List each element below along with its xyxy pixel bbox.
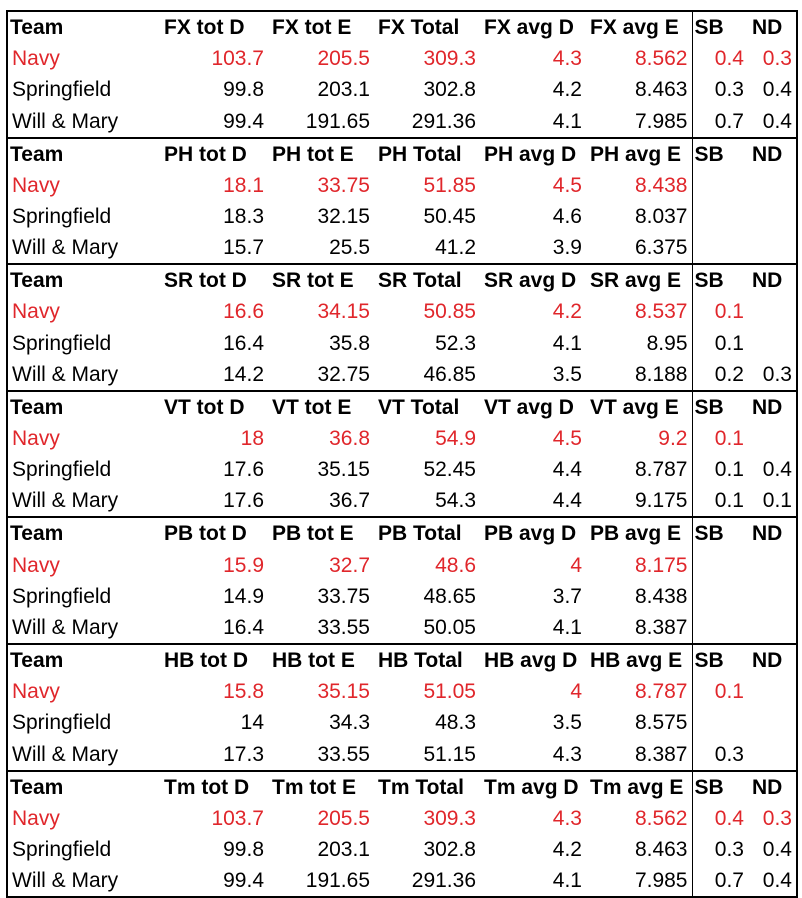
column-header-tot-e: Tm tot E [268, 771, 374, 803]
column-header-avg-d: PB avg D [480, 517, 586, 549]
value-cell-avg-d: 3.5 [552, 711, 582, 735]
value-cell-nd [748, 232, 797, 264]
value-cell-tot-d: 15.9 [223, 553, 264, 577]
value-cell-sb [692, 201, 748, 232]
table-row [7, 834, 797, 865]
column-header-nd: ND [748, 644, 797, 676]
value-cell-tot-e: 36.7 [268, 485, 374, 517]
value-cell-nd: 0.4 [762, 458, 792, 482]
value-cell-total: 51.85 [423, 173, 476, 197]
column-header-nd: ND [752, 16, 783, 39]
value-cell-nd [748, 739, 797, 771]
column-header-team: Team [7, 138, 160, 170]
value-cell-avg-d: 4.2 [552, 78, 582, 102]
value-cell-tot-d: 15.7 [160, 232, 268, 264]
column-header-sb: SB [692, 517, 748, 549]
column-header-nd: ND [748, 517, 797, 549]
value-cell-tot-e: 25.5 [268, 232, 374, 264]
value-cell-avg-e: 7.985 [586, 865, 692, 897]
column-header-nd: ND [748, 138, 797, 170]
value-cell-tot-e: 34.15 [317, 300, 370, 324]
value-cell-tot-d: 17.6 [223, 458, 264, 482]
value-cell-sb [692, 707, 748, 738]
table-row [7, 359, 797, 391]
value-cell-avg-d: 4.1 [480, 865, 586, 897]
value-cell-total: 54.9 [435, 426, 476, 450]
value-cell-nd: 0.4 [748, 865, 797, 897]
section-header-row [7, 644, 797, 676]
value-cell-nd [748, 201, 797, 232]
value-cell-tot-e: 35.15 [317, 458, 370, 482]
section-header-row [7, 771, 797, 803]
column-header-tot-d: PH tot D [160, 138, 268, 170]
column-header-sb: SB [692, 644, 748, 676]
value-cell-avg-e: 9.2 [586, 423, 692, 454]
table-row [7, 485, 797, 517]
value-cell-avg-d: 4.1 [480, 612, 586, 644]
column-header-avg-d: Tm avg D [480, 771, 586, 803]
team-name-cell: Will & Mary [7, 485, 160, 517]
value-cell-tot-d: 18 [240, 426, 264, 450]
column-header-avg-e: Tm avg E [586, 771, 692, 803]
value-cell-sb: 0.4 [714, 47, 744, 71]
value-cell-avg-e: 9.175 [586, 485, 692, 517]
column-header-avg-e: FX avg E [586, 11, 692, 43]
column-header-avg-d: FX avg D [484, 16, 574, 39]
table-row [7, 612, 797, 644]
table-row [7, 739, 797, 771]
column-header-tot-e: VT tot E [268, 391, 374, 423]
team-name-cell: Springfield [12, 838, 112, 861]
team-name-cell: Will & Mary [7, 232, 160, 264]
value-cell-tot-d: 99.4 [160, 865, 268, 897]
value-cell-tot-d: 14.9 [223, 584, 264, 608]
value-cell-tot-e: 33.55 [268, 739, 374, 771]
column-header-tot-d: SR tot D [160, 264, 268, 296]
table-row [7, 707, 797, 738]
value-cell-avg-d: 4.2 [552, 838, 582, 861]
value-cell-nd: 0.3 [762, 806, 792, 830]
value-cell-sb: 0.1 [714, 426, 744, 450]
value-cell-total: 302.8 [423, 838, 476, 861]
table-row [7, 803, 797, 834]
value-cell-tot-d: 14 [240, 711, 264, 735]
value-cell-tot-e: 205.5 [317, 47, 370, 71]
section-header-row [7, 517, 797, 549]
team-name-cell: Springfield [12, 458, 112, 482]
table-row [7, 296, 797, 327]
value-cell-avg-e: 8.438 [586, 581, 692, 612]
team-name-cell: Springfield [12, 711, 112, 735]
value-cell-nd [748, 707, 797, 738]
column-header-avg-e: PH avg E [586, 138, 692, 170]
team-name-cell: Navy [12, 680, 60, 704]
value-cell-avg-d: 4.1 [552, 331, 582, 355]
value-cell-sb: 0.3 [692, 739, 748, 771]
value-cell-nd [748, 676, 797, 707]
table-row [7, 43, 797, 74]
team-name-cell: Navy [12, 47, 60, 71]
value-cell-sb: 0.1 [714, 458, 744, 482]
score-table [6, 10, 798, 898]
column-header-team: Team [7, 644, 160, 676]
table-row [7, 865, 797, 897]
value-cell-total: 309.3 [423, 47, 476, 71]
value-cell-sb [692, 170, 748, 201]
value-cell-tot-d: 17.6 [160, 485, 268, 517]
column-header-sb: SB [692, 391, 748, 423]
value-cell-tot-d: 18.3 [223, 205, 264, 229]
value-cell-tot-d: 103.7 [211, 806, 264, 830]
value-cell-tot-e: 32.75 [268, 359, 374, 391]
value-cell-avg-d: 4.3 [552, 47, 582, 71]
value-cell-nd [748, 170, 797, 201]
value-cell-tot-e: 33.55 [268, 612, 374, 644]
team-name-cell: Springfield [12, 584, 112, 608]
value-cell-total: 302.8 [423, 78, 476, 102]
column-header-tot-d: HB tot D [160, 644, 268, 676]
column-header-sb: SB [692, 138, 748, 170]
value-cell-tot-d: 14.2 [160, 359, 268, 391]
value-cell-total: 52.3 [435, 331, 476, 355]
column-header-nd: ND [748, 391, 797, 423]
value-cell-tot-e: 32.7 [329, 553, 370, 577]
column-header-sb: SB [694, 16, 724, 39]
value-cell-tot-d: 17.3 [160, 739, 268, 771]
value-cell-tot-e: 203.1 [317, 78, 370, 102]
column-header-sb: SB [692, 264, 748, 296]
value-cell-sb: 0.7 [692, 865, 748, 897]
value-cell-avg-e: 8.387 [586, 612, 692, 644]
value-cell-total: 309.3 [423, 806, 476, 830]
value-cell-nd: 0.1 [748, 485, 797, 517]
column-header-total: SR Total [374, 264, 480, 296]
column-header-tot-d: VT tot D [160, 391, 268, 423]
value-cell-avg-d: 4.5 [552, 173, 582, 197]
value-cell-avg-e: 8.438 [586, 170, 692, 201]
value-cell-tot-e: 36.8 [329, 426, 370, 450]
value-cell-sb: 0.3 [714, 838, 744, 861]
value-cell-sb [692, 549, 748, 580]
column-header-total: Tm Total [374, 771, 480, 803]
section-header-row [7, 391, 797, 423]
value-cell-total: 51.05 [423, 680, 476, 704]
column-header-avg-e: SR avg E [586, 264, 692, 296]
value-cell-tot-d: 15.8 [223, 680, 264, 704]
column-header-tot-e: FX tot E [272, 16, 352, 39]
value-cell-tot-e: 203.1 [317, 838, 370, 861]
value-cell-tot-e: 34.3 [329, 711, 370, 735]
value-cell-avg-e: 8.562 [586, 43, 692, 74]
section-header-row [7, 264, 797, 296]
value-cell-nd: 0.3 [748, 359, 797, 391]
table-row [7, 232, 797, 264]
value-cell-total: 50.05 [374, 612, 480, 644]
column-header-avg-d: SR avg D [480, 264, 586, 296]
value-cell-total: 50.85 [423, 300, 476, 324]
value-cell-nd: 0.4 [762, 838, 792, 861]
value-cell-avg-e: 8.575 [586, 707, 692, 738]
value-cell-avg-e: 8.037 [586, 201, 692, 232]
column-header-team: Team [7, 517, 160, 549]
value-cell-tot-d: 99.4 [160, 106, 268, 138]
column-header-total: VT Total [374, 391, 480, 423]
value-cell-avg-e: 7.985 [586, 106, 692, 138]
value-cell-total: 291.36 [374, 106, 480, 138]
column-header-tot-e: PH tot E [268, 138, 374, 170]
value-cell-tot-e: 33.75 [317, 584, 370, 608]
value-cell-total: 48.6 [435, 553, 476, 577]
value-cell-avg-e: 8.387 [586, 739, 692, 771]
column-header-avg-e: VT avg E [586, 391, 692, 423]
team-name-cell: Navy [12, 553, 60, 577]
value-cell-tot-d: 103.7 [211, 47, 264, 71]
value-cell-sb: 0.1 [692, 485, 748, 517]
table-row [7, 454, 797, 485]
value-cell-sb: 0.1 [714, 680, 744, 704]
team-name-cell: Springfield [12, 331, 112, 355]
value-cell-avg-e: 8.188 [586, 359, 692, 391]
table-row [7, 201, 797, 232]
value-cell-tot-d: 16.4 [160, 612, 268, 644]
column-header-avg-e: HB avg E [586, 644, 692, 676]
column-header-total: PB Total [374, 517, 480, 549]
value-cell-avg-e: 8.537 [586, 296, 692, 327]
value-cell-sb: 0.3 [714, 78, 744, 102]
value-cell-avg-d: 4.1 [480, 106, 586, 138]
table-row [7, 106, 797, 138]
column-header-nd: ND [748, 771, 797, 803]
value-cell-total: 48.65 [423, 584, 476, 608]
column-header-total: PH Total [374, 138, 480, 170]
value-cell-total: 51.15 [374, 739, 480, 771]
table-row [7, 581, 797, 612]
team-name-cell: Will & Mary [7, 739, 160, 771]
value-cell-total: 41.2 [374, 232, 480, 264]
value-cell-sb [692, 612, 748, 644]
table-row [7, 170, 797, 201]
column-header-tot-e: PB tot E [268, 517, 374, 549]
value-cell-tot-e: 32.15 [317, 205, 370, 229]
value-cell-total: 46.85 [374, 359, 480, 391]
value-cell-avg-e: 8.787 [586, 454, 692, 485]
value-cell-nd: 0.4 [762, 78, 792, 102]
value-cell-avg-e: 8.95 [586, 327, 692, 358]
column-header-tot-e: SR tot E [268, 264, 374, 296]
column-header-avg-d: PH avg D [480, 138, 586, 170]
table-row [7, 676, 797, 707]
value-cell-tot-e: 33.75 [317, 173, 370, 197]
team-name-cell: Will & Mary [7, 106, 160, 138]
team-name-cell: Navy [12, 806, 60, 830]
value-cell-sb: 0.1 [714, 300, 744, 324]
value-cell-total: 52.45 [423, 458, 476, 482]
column-header-team: Team [7, 264, 160, 296]
table-row [7, 549, 797, 580]
column-header-nd: ND [748, 264, 797, 296]
value-cell-avg-d: 4.5 [552, 426, 582, 450]
value-cell-avg-d: 4.3 [480, 739, 586, 771]
value-cell-sb: 0.4 [714, 806, 744, 830]
team-name-cell: Springfield [12, 205, 112, 229]
value-cell-nd [748, 612, 797, 644]
section-header-row [7, 138, 797, 170]
value-cell-total: 54.3 [374, 485, 480, 517]
value-cell-tot-d: 99.8 [223, 78, 264, 102]
value-cell-avg-d: 4 [570, 553, 582, 577]
value-cell-nd: 0.3 [762, 47, 792, 71]
value-cell-avg-d: 4.3 [552, 806, 582, 830]
column-header-total: FX Total [378, 16, 460, 39]
column-header-avg-d: HB avg D [480, 644, 586, 676]
value-cell-nd [748, 296, 797, 327]
value-cell-tot-e: 35.15 [317, 680, 370, 704]
value-cell-avg-e: 8.463 [586, 74, 692, 105]
value-cell-sb: 0.1 [714, 331, 744, 355]
team-name-cell: Navy [12, 173, 60, 197]
value-cell-tot-d: 16.4 [223, 331, 264, 355]
column-header-sb: SB [692, 771, 748, 803]
column-header-tot-e: HB tot E [268, 644, 374, 676]
team-name-cell: Springfield [12, 78, 112, 102]
value-cell-sb: 0.7 [692, 106, 748, 138]
value-cell-avg-e: 6.375 [586, 232, 692, 264]
value-cell-avg-d: 3.7 [552, 584, 582, 608]
team-name-cell: Will & Mary [7, 612, 160, 644]
value-cell-tot-d: 18.1 [223, 173, 264, 197]
value-cell-tot-d: 16.6 [223, 300, 264, 324]
team-name-cell: Will & Mary [7, 865, 160, 897]
column-header-team: Team [7, 771, 160, 803]
value-cell-nd [748, 581, 797, 612]
value-cell-nd [748, 423, 797, 454]
value-cell-avg-e: 8.562 [586, 803, 692, 834]
column-header-tot-d: Tm tot D [160, 771, 268, 803]
value-cell-avg-d: 3.5 [480, 359, 586, 391]
value-cell-tot-e: 205.5 [317, 806, 370, 830]
value-cell-tot-d: 99.8 [223, 838, 264, 861]
column-header-tot-d: PB tot D [160, 517, 268, 549]
value-cell-tot-e: 35.8 [329, 331, 370, 355]
value-cell-total: 50.45 [423, 205, 476, 229]
team-name-cell: Navy [12, 426, 60, 450]
table-row [7, 74, 797, 105]
value-cell-avg-d: 3.9 [480, 232, 586, 264]
section-header-row [7, 11, 797, 43]
value-cell-tot-e: 191.65 [268, 865, 374, 897]
value-cell-avg-e: 8.175 [586, 549, 692, 580]
team-name-cell: Navy [12, 300, 60, 324]
value-cell-total: 291.36 [374, 865, 480, 897]
value-cell-avg-d: 4.2 [552, 300, 582, 324]
value-cell-avg-d: 4 [570, 680, 582, 704]
column-header-team: Team [10, 16, 64, 39]
value-cell-avg-d: 4.6 [552, 205, 582, 229]
value-cell-sb [692, 581, 748, 612]
value-cell-nd: 0.4 [748, 106, 797, 138]
value-cell-total: 48.3 [435, 711, 476, 735]
value-cell-avg-d: 4.4 [480, 485, 586, 517]
value-cell-avg-e: 8.787 [586, 676, 692, 707]
value-cell-sb [692, 232, 748, 264]
value-cell-nd [748, 549, 797, 580]
value-cell-nd [748, 327, 797, 358]
value-cell-avg-d: 4.4 [552, 458, 582, 482]
value-cell-avg-e: 8.463 [586, 834, 692, 865]
column-header-avg-d: VT avg D [480, 391, 586, 423]
column-header-total: HB Total [374, 644, 480, 676]
column-header-avg-e: PB avg E [586, 517, 692, 549]
table-row [7, 327, 797, 358]
value-cell-tot-e: 191.65 [268, 106, 374, 138]
value-cell-sb: 0.2 [692, 359, 748, 391]
table-row [7, 423, 797, 454]
column-header-tot-d: FX tot D [164, 16, 245, 39]
column-header-team: Team [7, 391, 160, 423]
team-name-cell: Will & Mary [7, 359, 160, 391]
